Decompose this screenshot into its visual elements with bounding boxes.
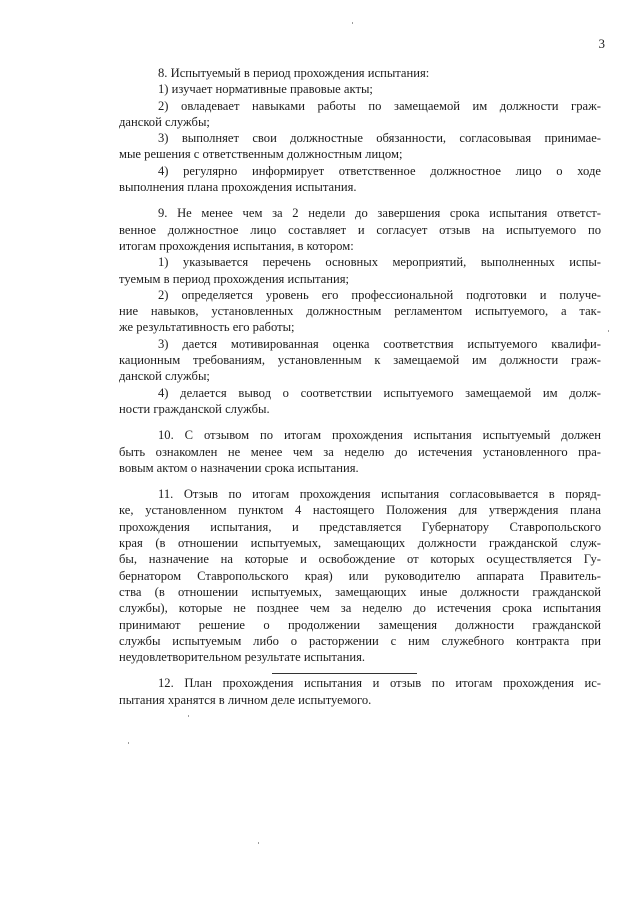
text-line: ке, установленном пунктом 4 настоящего Положения для утверждения плана: [119, 503, 601, 518]
text-line: бы, назначение на которые и освобождение от которых осуществляется Гу-: [119, 552, 601, 567]
scan-speck: [188, 715, 189, 717]
text-line: бернатором Ставропольского края) или руководителю аппарата Правитель-: [119, 568, 601, 583]
text-line: мые решения с ответственным должностным лицом;: [119, 147, 403, 162]
text-line: выполнения плана прохождения испытания.: [119, 180, 357, 195]
text-line: итогам прохождения испытания, в котором:: [119, 238, 354, 253]
text-line: 2) овладевает навыками работы по замещаемой им должности граж-: [158, 98, 601, 113]
text-line: 3) дается мотивированная оценка соответствия испытуемого квалифи-: [158, 336, 601, 351]
text-line: данской службы;: [119, 114, 210, 129]
text-line: 3) выполняет свои должностные обязанности, согласовывая принимае-: [158, 131, 601, 146]
scan-speck: [352, 22, 353, 24]
text-line: 4) регулярно информирует ответственное должностное лицо о ходе: [158, 163, 601, 178]
text-line: службы испытуемым либо о расторжении с ним служебного контракта при: [119, 633, 601, 648]
text-line: неудовлетворительном результате испытания.: [119, 650, 366, 665]
page-number: 3: [598, 36, 605, 51]
text-line: принимают решение о продолжении замещения должности гражданской: [119, 617, 601, 632]
text-line: ства (в отношении испытуемых, замещающих иные должности гражданской: [119, 584, 601, 599]
text-line: 2) определяется уровень его профессиональной подготовки и получе-: [158, 287, 601, 302]
text-line: ние навыков, установленных должностным регламентом испытуемого, а так-: [119, 304, 601, 319]
text-line: данской службы;: [119, 369, 210, 384]
scan-speck: [608, 330, 609, 332]
text-line: ности гражданской службы.: [119, 401, 270, 416]
text-line: 9. Не менее чем за 2 недели до завершения срока испытания ответст-: [158, 206, 601, 221]
scan-speck: [258, 842, 259, 844]
text-line: пытания хранятся в личном деле испытуемого.: [119, 692, 372, 707]
text-line: 12. План прохождения испытания и отзыв по итогам прохождения ис-: [158, 676, 601, 691]
scan-speck: [128, 742, 129, 744]
text-line: 10. С отзывом по итогам прохождения испытания испытуемый должен: [158, 428, 601, 443]
text-line: же результативность его работы;: [119, 320, 295, 335]
text-line: 11. Отзыв по итогам прохождения испытания согласовывается в поряд-: [158, 487, 601, 502]
text-line: прохождения испытания, и представляется Губернатору Ставропольского: [119, 519, 601, 534]
text-line: вовым актом о назначении срока испытания.: [119, 460, 359, 475]
text-line: края (в отношении испытуемых, замещающих должности гражданской служ-: [119, 536, 601, 551]
text-line: 8. Испытуемый в период прохождения испытания:: [158, 66, 430, 80]
text-line: 1) указывается перечень основных мероприятий, выполненных испы-: [158, 255, 601, 270]
text-line: кационным требованиям, установленным к замещаемой им должности граж-: [119, 353, 601, 368]
text-line: быть ознакомлен не менее чем за неделю до истечения установленного пра-: [119, 444, 601, 459]
text-line: службы), которые не позднее чем за неделю до истечения срока испытания: [119, 601, 601, 616]
text-line: 1) изучает нормативные правовые акты;: [158, 82, 373, 97]
text-line: венное должностное лицо составляет и согласует отзыв на испытуемого по: [119, 222, 601, 237]
text-line: 4) делается вывод о соответствии испытуемого замещаемой им долж-: [158, 385, 601, 400]
text-line: туемым в период прохождения испытания;: [119, 271, 350, 286]
